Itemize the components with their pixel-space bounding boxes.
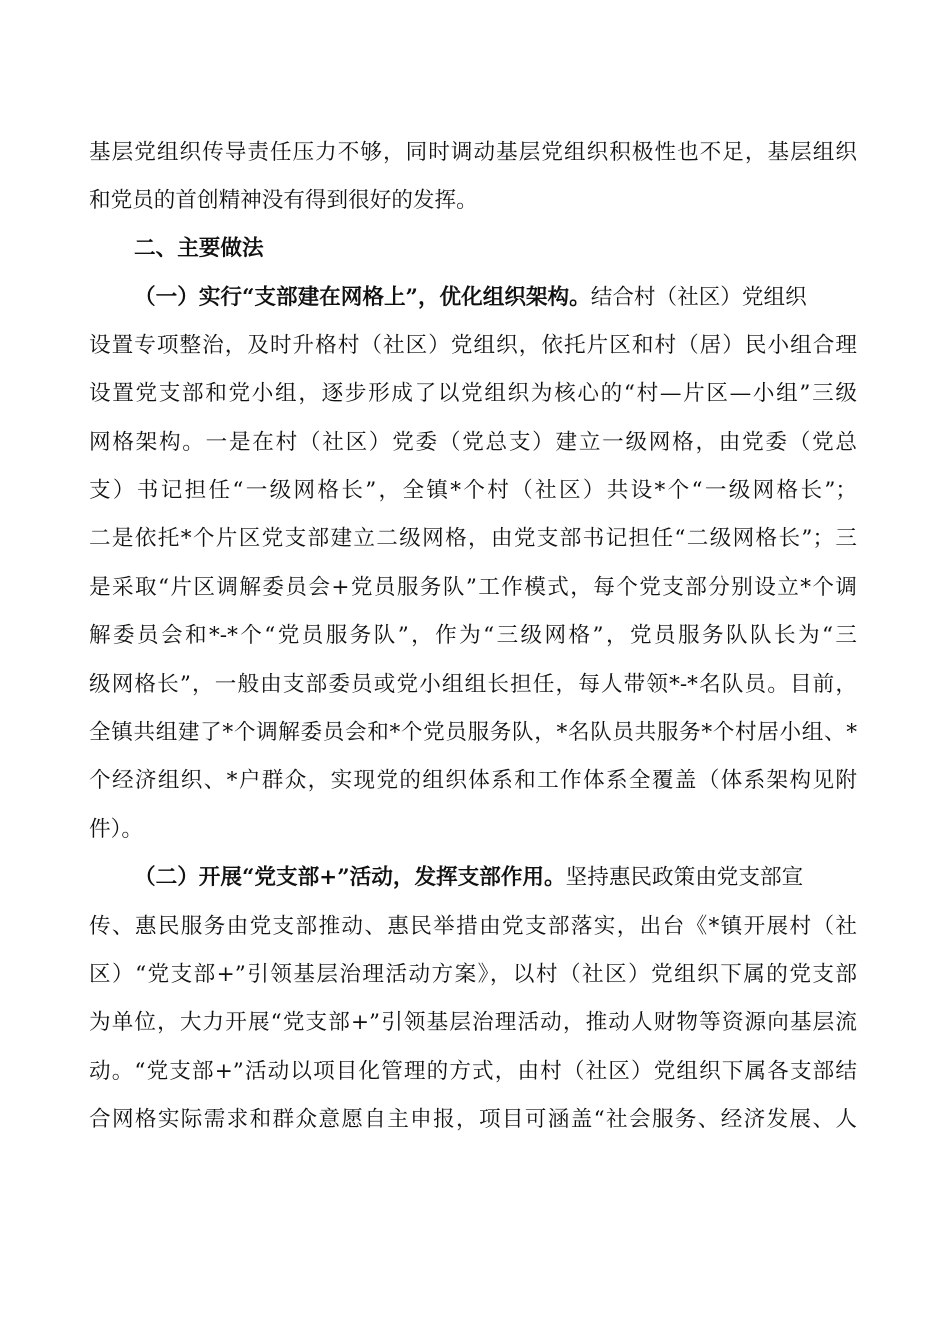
body-line: 支）书记担任“一级网格长”，全镇*个村（社区）共设*个“一级网格长”； xyxy=(89,478,857,503)
section-heading: 二、主要做法 xyxy=(134,236,264,261)
body-line: 合网格实际需求和群众意愿自主申报，项目可涵盖“社会服务、经济发展、人 xyxy=(89,1107,857,1132)
subsection-paragraph xyxy=(134,278,857,318)
body-line: 网格架构。一是在村（社区）党委（党总支）建立一级网格，由党委（党总 xyxy=(89,430,857,455)
body-line: 个经济组织、*户群众，实现党的组织体系和工作体系全覆盖（体系架构见附 xyxy=(89,768,857,793)
body-line: 设置党支部和党小组，逐步形成了以党组织为核心的“村—片区—小组”三级 xyxy=(89,381,857,406)
body-line: 动。“党支部+”活动以项目化管理的方式，由村（社区）党组织下属各支部结 xyxy=(89,1059,857,1084)
body-line: 基层党组织传导责任压力不够，同时调动基层党组织积极性也不足，基层组织 xyxy=(89,140,857,165)
body-line: 和党员的首创精神没有得到很好的发挥。 xyxy=(89,188,478,213)
body-line: 二是依托*个片区党支部建立二级网格，由党支部书记担任“二级网格长”；三 xyxy=(89,526,857,551)
subsection-paragraph xyxy=(134,858,857,898)
body-line: 为单位，大力开展“党支部+”引领基层治理活动，推动人财物等资源向基层流 xyxy=(89,1010,857,1035)
body-line: 件）。 xyxy=(89,817,143,842)
body-line: 传、惠民服务由党支部推动、惠民举措由党支部落实，出台《*镇开展村（社 xyxy=(89,914,857,939)
body-text: 结合村（社区）党组织 xyxy=(590,285,807,310)
subsection-heading: （二）开展“党支部+”活动，发挥支部作用。 xyxy=(134,865,566,890)
body-line: 全镇共组建了*个调解委员会和*个党员服务队，*名队员共服务*个村居小组、* xyxy=(89,720,857,745)
body-text: 坚持惠民政策由党支部宣 xyxy=(565,865,804,890)
body-line: 区）“党支部+”引领基层治理活动方案》，以村（社区）党组织下属的党支部 xyxy=(89,962,857,987)
body-line: 设置专项整治，及时升格村（社区）党组织，依托片区和村（居）民小组合理 xyxy=(89,333,857,358)
body-line: 级网格长”，一般由支部委员或党小组组长担任，每人带领*-*名队员。目前， xyxy=(89,672,857,697)
body-line: 解委员会和*-*个“党员服务队”，作为“三级网格”，党员服务队队长为“三 xyxy=(89,623,857,648)
subsection-heading: （一）实行“支部建在网格上”，优化组织架构。 xyxy=(134,285,591,310)
body-line: 是采取“片区调解委员会+党员服务队”工作模式，每个党支部分别设立*个调 xyxy=(89,575,857,600)
